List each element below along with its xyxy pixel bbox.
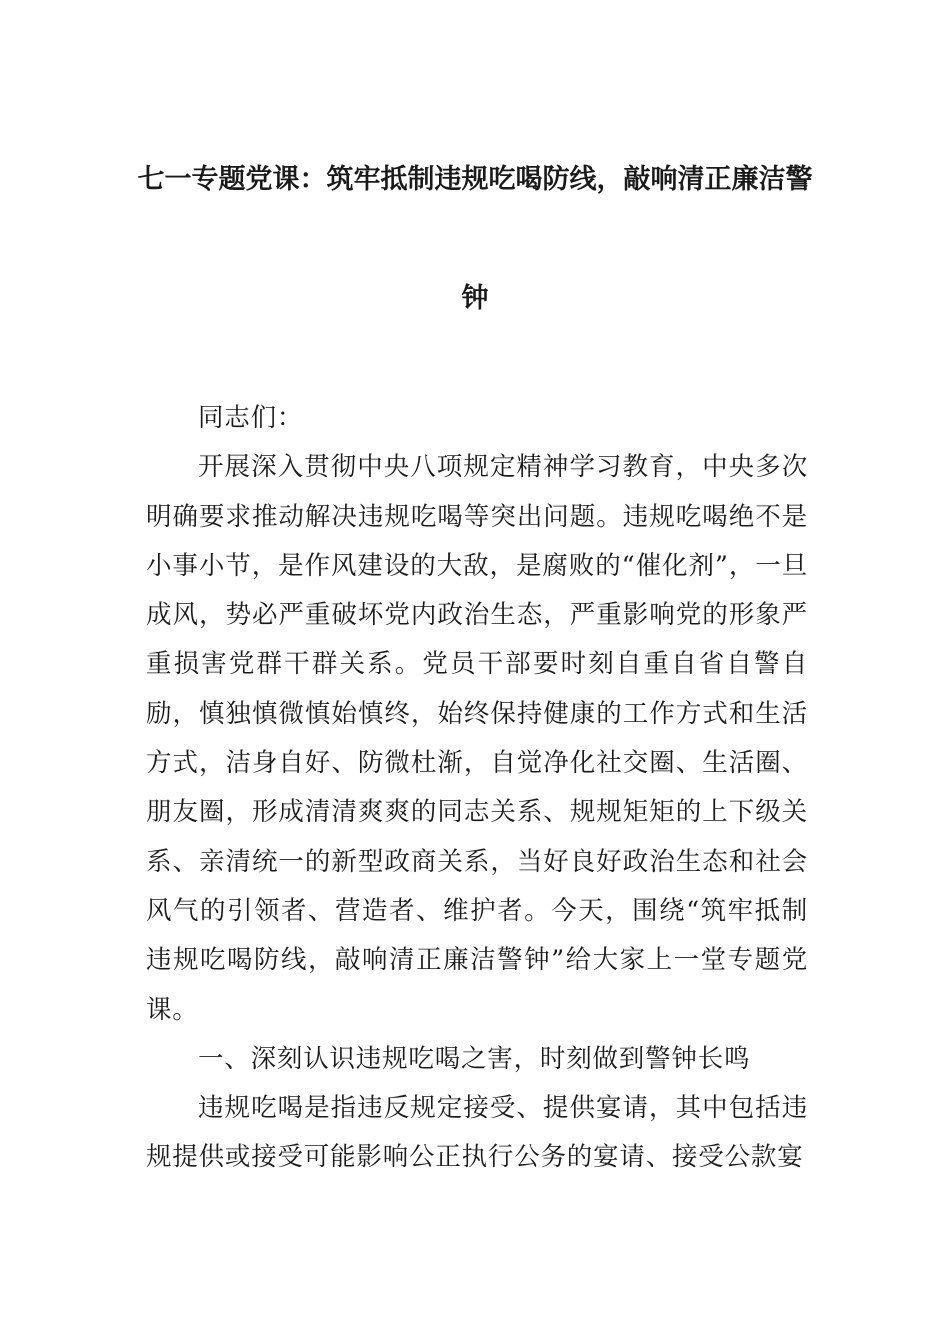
intro-paragraph: 开展深入贯彻中央八项规定精神学习教育，中央多次明确要求推动解决违规吃喝等突出问题。违规吃喝绝不是小事小节，是作风建设的大敌，是腐败的“催化剂”，一旦成风，势必严重破坏党内政治生态，严重影响党的形象严重损害党群干群关系。党员干部要时刻自重自省自警自励，慎独慎微慎始慎终，始终保持健康的工作方式和生活方式，洁身自好、防微杜渐，自觉净化社交圈、生活圈、朋友圈，形成清清爽爽的同志关系、规规矩矩的上下级关系、亲清统一的新型政商关系，当好良好政治生态和社会风气的引领者、营造者、维护者。今天，围绕“筑牢抵制违规吃喝防线，敲响清正廉洁警钟”给大家上一堂专题党课。: [146, 452, 808, 1025]
document-body: [146, 394, 808, 1183]
greeting-paragraph: 同志们：: [198, 403, 304, 433]
document-title-line-2: 钟: [461, 283, 489, 314]
section-1-heading: 一、深刻认识违规吃喝之害，时刻做到警钟长鸣: [198, 1043, 751, 1074]
section-1-paragraph: 违规吃喝是指违反规定接受、提供宴请，其中包括违规提供或接受可能影响公正执行公务的宴请、接受公款宴: [146, 1093, 808, 1173]
document-title-line-1: 七一专题党课：筑牢抵制违规吃喝防线，敲响清正廉洁警: [137, 164, 813, 195]
